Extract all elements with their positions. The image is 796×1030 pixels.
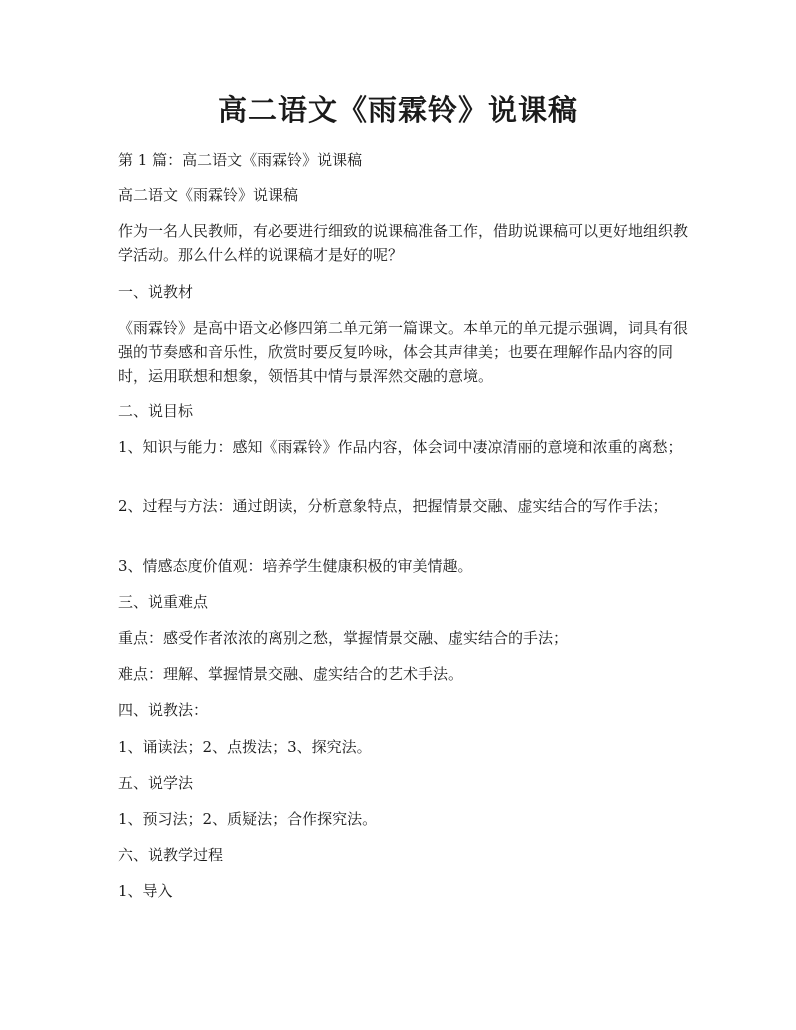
section-heading-teaching-methods: 四、说教法： [118,701,209,719]
section-heading-textbook: 一、说教材 [118,283,194,301]
paragraph-key-point: 重点：感受作者浓浓的离别之愁，掌握情景交融、虚实结合的手法； [118,629,569,647]
paragraph-intro: 作为一名人民教师，有必要进行细致的说课稿准备工作，借助说课稿可以更好地组织教学活动。那么什么样的说课稿才是好的呢？ [118,222,689,264]
paragraph-goal-1: 1、知识与能力：感知《雨霖铃》作品内容，体会词中凄凉清丽的意境和浓重的离愁； [118,438,683,456]
paragraph-goal-2: 2、过程与方法：通过朗读，分析意象特点，把握情景交融、虚实结合的写作手法； [118,497,668,515]
paragraph-introduction-step: 1、导入 [118,882,173,900]
section-heading-goals: 二、说目标 [118,402,194,420]
paragraph-chapter-heading: 第 1 篇：高二语文《雨霖铃》说课稿 [118,151,363,169]
document-title: 高二语文《雨霖铃》说课稿 [217,93,578,127]
paragraph-difficult-point: 难点：理解、掌握情景交融、虚实结合的艺术手法。 [118,665,464,683]
paragraph-goal-3: 3、情感态度价值观：培养学生健康积极的审美情趣。 [118,557,473,575]
paragraph-teaching-methods: 1、诵读法；2、点拨法；3、探究法。 [118,738,372,756]
paragraph-textbook: 《雨霖铃》是高中语文必修四第二单元第一篇课文。本单元的单元提示强调，词具有很强的节奏感和音乐性，欣赏时要反复吟咏，体会其声律美；也要在理解作品内容的同时，运用联想和想象，领悟其中情与景浑然交融的意境。 [118,319,689,385]
paragraph-learning-methods: 1、预习法；2、质疑法；合作探究法。 [118,810,378,828]
paragraph-subtitle: 高二语文《雨霖铃》说课稿 [118,186,299,204]
section-heading-teaching-process: 六、说教学过程 [118,846,224,864]
section-heading-key-points: 三、说重难点 [118,593,209,611]
section-heading-learning-methods: 五、说学法 [118,774,194,792]
